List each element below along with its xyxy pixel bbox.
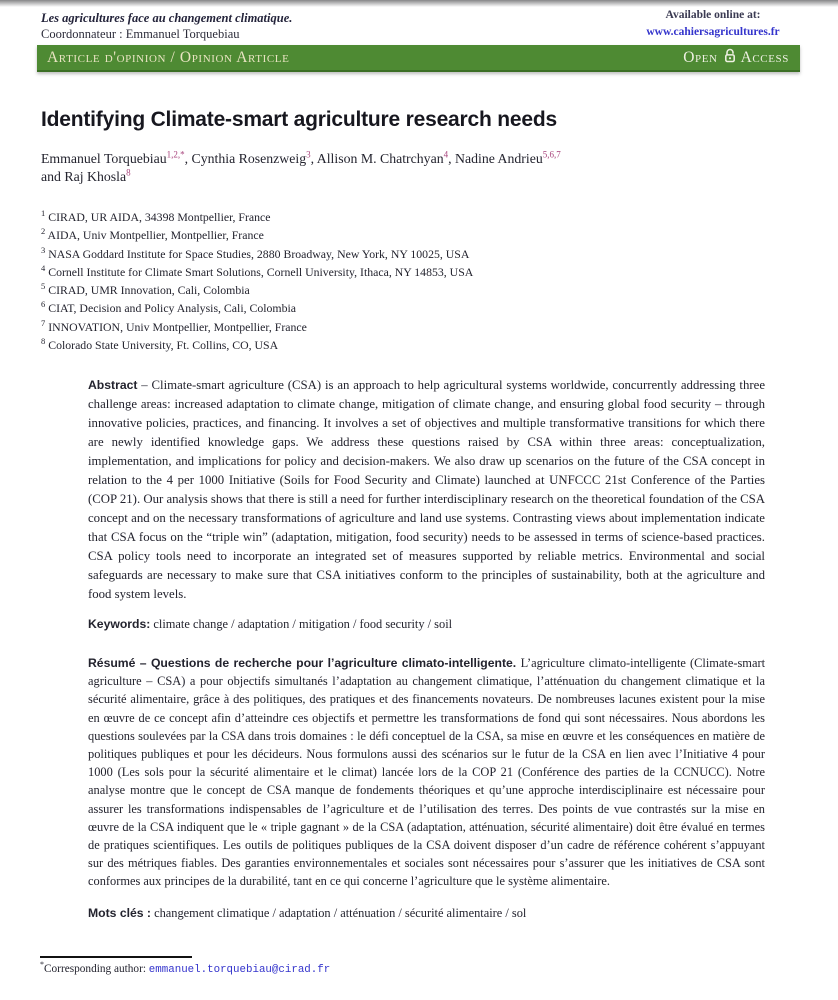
keywords-line (88, 615, 765, 633)
author: Emmanuel Torquebiau$^{1,2,*}$, (41, 149, 189, 166)
series-coordinator: Coordonnateur : Emmanuel Torquebiau (41, 27, 240, 41)
keywords-list: climate change / adaptation / mitigation / food security / soil (150, 617, 453, 631)
resume-text: L’agriculture climato-intelligente (Climate-smart agriculture – CSA) a pour objectifs simultanés l’adaptation au changement climatique, l’atténuation du changement climatique et la sécurité alimentaire, grâce à des politiques, des pratiques et des financements novateurs. De nombreuses lacunes existent pour la mise en œuvre de ce concept afin d’atteindre ces objectifs et permettre les transformations de fond qui sont nécessaires. Nous abordons les questions soulevées par la CSA dans trois domaines : le défi conceptuel de la CSA, sa mise en œuvre et les conséquences en matière de politiques publiques et pour les décideurs. Nous formulons aussi des scénarios sur le futur de la CSA en lien avec l’Initiative 4 pour 1000 (Les sols pour la sécurité alimentaire et le climat) lancée lors de la COP 21 (Conférence des parties de la CCNUCC). Notre analyse montre que le concept de CSA manque de fondements théoriques et qu’une approche interdisciplinaire est nécessaire pour assurer les transformations indispensables de l’agriculture et de l’utilisation des terres. Des points de vue contrastés sur la mise en œuvre de la CSA indiquent que le « triple gagnant » de la CSA (adaptation, atténuation, sécurité alimentaire) doit être évalué en termes de pratiques scientifiques. Les outils de politiques publiques de la CSA doivent disposer d’un cadre de référence cohérent s’appuyant sur des métriques fiables. Des garanties environnementales et sociales sont nécessaires pour s’assurer que les initiatives de CSA sont conformes aux principes de la durabilité, tant en ce qui concerne l’agriculture que le système alimentaire. (88, 656, 766, 889)
keywords-label: Keywords: (88, 617, 151, 631)
journal-url-link[interactable]: www.cahiersagricultures.fr (646, 26, 780, 38)
author: Allison M. Chatrchyan$^4$, (316, 149, 452, 166)
affiliation-item: $^6$ CIAT, Decision and Policy Analysis, Cali, Colombia (41, 299, 297, 316)
mots-cles-list: changement climatique / adaptation / atténuation / sécurité alimentaire / sol (151, 905, 527, 920)
series-title: Les agricultures face au changement climatique. (41, 11, 293, 25)
open-access-access-label: Access (740, 48, 789, 66)
affiliation-item: $^2$ AIDA, Univ Montpellier, Montpellier, France (41, 226, 264, 243)
mots-cles-label: Mots clés : (88, 905, 151, 920)
open-access-open-label: Open (683, 48, 718, 66)
affiliation-item: $^7$ INNOVATION, Univ Montpellier, Montpellier, France (41, 317, 307, 334)
author-line (41, 150, 741, 186)
author: and Raj Khosla$^8$ (41, 167, 131, 184)
article-type-label: Article d'opinion / Opinion Article (47, 48, 290, 66)
author-affiliation-sup: 5,6,7 (542, 149, 561, 160)
author-affiliation-sup: 3 (306, 149, 311, 160)
author-affiliation-sup: 4 (443, 149, 449, 160)
scan-edge-shadow (0, 0, 838, 7)
open-access-lock-icon (724, 48, 736, 68)
abstract-dash: – (137, 378, 152, 392)
author: Nadine Andrieu$^{5,6,7}$ (455, 149, 561, 166)
abstract-text: Climate-smart agriculture (CSA) is an approach to help agricultural systems worldwide, concurrently addressing three challenge areas: increased adaptation to climate change, mitigation of climate change, and ensuring global food security – through innovative policies, practices, and financing. It involves a set of objectives and multiple transformative transitions for which there are newly identified knowledge gaps. We address these questions raised by CSA within three areas: conceptualization, implementation, and implications for policy and decision-makers. We also draw up scenarios on the future of the CSA concept in relation to the 4 per 1000 Initiative (Soils for Food Security and Climate) launched at UNFCCC 21st Conference of the Parties (COP 21). Our analysis shows that there is still a need for further interdisciplinary research on the theoretical foundation of the CSA concept and on the necessary transformations of agriculture and land use systems. Contrasting views about implementation indicate that CSA focus on the “triple win” (adaptation, mitigation, food security) needs to be assessed in terms of science-based practices. CSA policy tools need to incorporate an integrated set of measures supported by reliable metrics. Environmental and social safeguards are necessary to make sure that CSA initiatives conform to the principles of sustainability, both at the agriculture and food system levels. (88, 378, 766, 601)
abstract-column (88, 376, 765, 922)
abstract-paragraph (88, 376, 765, 604)
author: Cynthia Rosenzweig$^3$, (191, 149, 315, 166)
corresponding-author-footnote (40, 960, 331, 976)
footnote-marker: * (40, 960, 44, 970)
affiliation-item: $^8$ Colorado State University, Ft. Collins, CO, USA (41, 336, 279, 353)
available-online-block (608, 8, 818, 40)
affiliation-item: $^4$ Cornell Institute for Climate Smart Solutions, Cornell University, Ithaca, NY 14853, USA (41, 262, 474, 279)
page-title: Identifying Climate-smart agriculture research needs (41, 108, 557, 131)
journal-series-block (41, 10, 292, 42)
corresponding-author-email-link[interactable]: emmanuel.torquebiau@cirad.fr (148, 964, 331, 976)
affiliation-item: $^1$ CIRAD, UR AIDA, 34398 Montpellier, France (41, 208, 271, 224)
resume-label: Résumé – Questions de recherche pour l’agriculture climato-intelligente. (88, 656, 521, 670)
footnote-rule (40, 956, 192, 958)
affiliation-item: $^3$ NASA Goddard Institute for Space Studies, 2880 Broadway, New York, NY 10025, USA (41, 244, 470, 261)
abstract-label: Abstract (88, 378, 138, 392)
author-affiliation-sup: 8 (126, 167, 131, 178)
affiliation-item: $^5$ CIRAD, UMR Innovation, Cali, Colombia (41, 281, 250, 298)
resume-paragraph (88, 654, 765, 891)
article-type-banner (37, 45, 800, 72)
available-online-label: Available online at: (665, 9, 761, 21)
author-affiliation-sup: 1,2,* (166, 149, 185, 160)
open-access-badge (683, 48, 789, 68)
affiliation-list (41, 208, 761, 354)
mots-cles-line (88, 904, 765, 922)
footnote-label: Corresponding author: (44, 963, 149, 975)
